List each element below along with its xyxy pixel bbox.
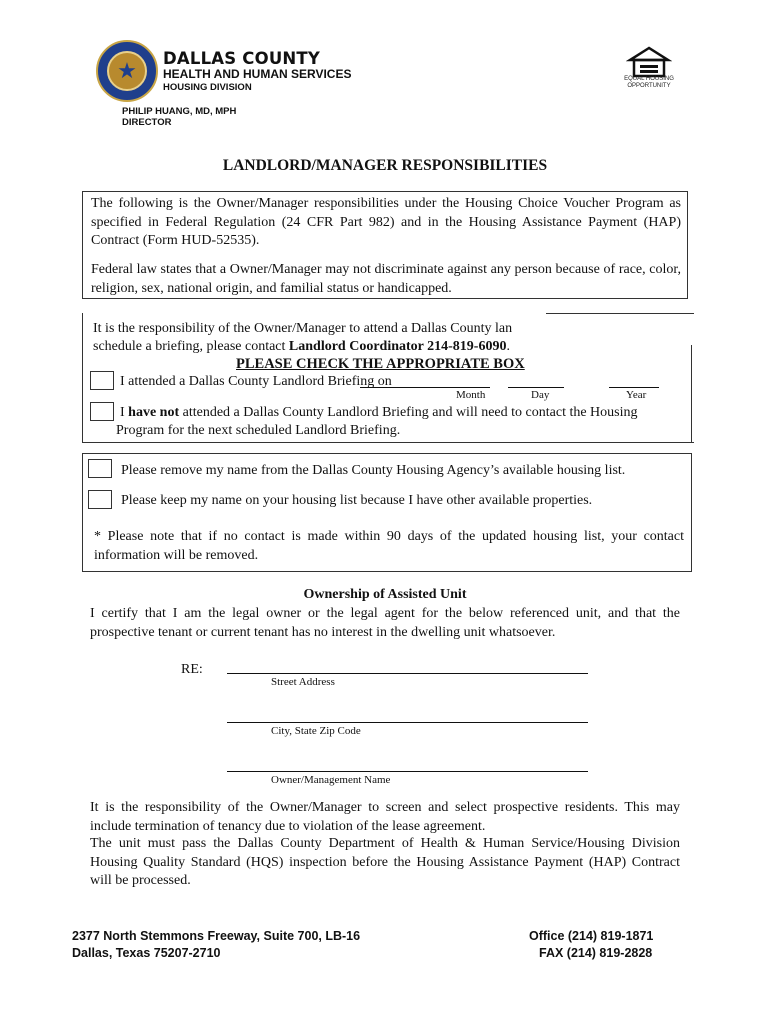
attended-briefing-label: I attended a Dallas County Landlord Briefing on (120, 374, 392, 389)
org-name: DALLAS COUNTY (163, 49, 321, 68)
street-address-label: Street Address (271, 676, 335, 688)
county-seal-logo (96, 40, 158, 102)
not-attended-briefing-checkbox[interactable] (90, 402, 114, 421)
footer-office-phone: Office (214) 819-1871 (529, 929, 654, 943)
remove-from-list-label: Please remove my name from the Dallas County Housing Agency’s available housing list. (121, 463, 626, 478)
briefing-line-2-end: . (506, 339, 510, 354)
page-title: LANDLORD/MANAGER RESPONSIBILITIES (222, 157, 548, 174)
remove-from-list-checkbox[interactable] (88, 459, 112, 478)
year-label: Year (626, 389, 647, 401)
check-box-heading: PLEASE CHECK THE APPROPRIATE BOX (236, 356, 525, 372)
day-label: Day (531, 389, 550, 401)
intro-box (82, 191, 688, 299)
keep-on-list-label: Please keep my name on your housing list because I have other available properties. (121, 493, 593, 508)
briefing-day-field[interactable] (508, 387, 564, 388)
department-name: HEALTH AND HUMAN SERVICES (163, 67, 352, 81)
director-name: PHILIP HUANG, MD, MPH (122, 106, 237, 117)
intro-paragraph-2: Federal law states that a Owner/Manager may not discriminate against any person because of race, color, religion, sex, national origin, and familial status or handicapped. (91, 262, 681, 296)
division-name: HOUSING DIVISION (163, 82, 252, 93)
not-attended-pre: I (120, 405, 129, 420)
briefing-month-field[interactable] (360, 387, 490, 388)
not-attended-post: attended a Dallas County Landlord Briefing and will need to contact the Housing (179, 405, 638, 420)
landlord-coordinator-phone: Landlord Coordinator 214-819-6090 (288, 339, 507, 354)
month-label: Month (456, 389, 486, 401)
hqs-paragraph: The unit must pass the Dallas County Department of Health & Human Service/Housing Division Housing Quality Standard (HQS) inspection before the Housing Assistance Payment (HAP) Contract will be processed. (90, 836, 680, 888)
attended-briefing-checkbox[interactable] (90, 371, 114, 390)
screening-paragraph: It is the responsibility of the Owner/Manager to screen and select prospective residents. This may include termination of tenancy due to violation of the lease agreement. (90, 800, 680, 834)
star-icon: ★ (107, 51, 147, 91)
city-state-zip-field[interactable] (227, 722, 588, 723)
ownership-heading: Ownership of Assisted Unit (303, 587, 467, 602)
briefing-line-1: It is the responsibility of the Owner/Manager to attend a Dallas County lan (93, 321, 513, 336)
ownership-certification: I certify that I am the legal owner or the legal agent for the below referenced unit, and that the prospective tenant or current tenant has no interest in the dwelling unit whatsoever. (90, 606, 680, 640)
street-address-field[interactable] (227, 673, 588, 674)
equal-housing-label: EQUAL HOUSING OPPORTUNITY (624, 76, 674, 89)
contact-note: * Please note that if no contact is made within 90 days of the updated housing list, your contact information will be removed. (94, 529, 684, 563)
briefing-year-field[interactable] (609, 387, 659, 388)
not-attended-emphasis: have not (128, 405, 180, 420)
footer-fax: FAX (214) 819-2828 (539, 946, 653, 960)
city-state-zip-label: City, State Zip Code (271, 725, 361, 737)
footer-address-2: Dallas, Texas 75207-2710 (72, 946, 221, 960)
re-label: RE: (181, 662, 203, 677)
keep-on-list-checkbox[interactable] (88, 490, 112, 509)
intro-paragraph-1: The following is the Owner/Manager responsibilities under the Housing Choice Voucher Program as specified in Federal Regulation (24 CFR Part 982) and in the Housing Assistance Payment (HAP) Contract (Form HUD-52535). (91, 196, 681, 248)
owner-name-field[interactable] (227, 771, 588, 772)
not-attended-briefing-label-2: Program for the next scheduled Landlord Briefing. (116, 423, 401, 438)
director-title: DIRECTOR (122, 117, 172, 128)
footer-address-1: 2377 North Stemmons Freeway, Suite 700, LB-16 (72, 929, 361, 943)
owner-name-label: Owner/Management Name (271, 774, 391, 786)
briefing-line-2-text: schedule a briefing, please contact (93, 339, 289, 354)
briefing-line-2 (93, 338, 510, 357)
not-attended-briefing-label (120, 404, 638, 423)
